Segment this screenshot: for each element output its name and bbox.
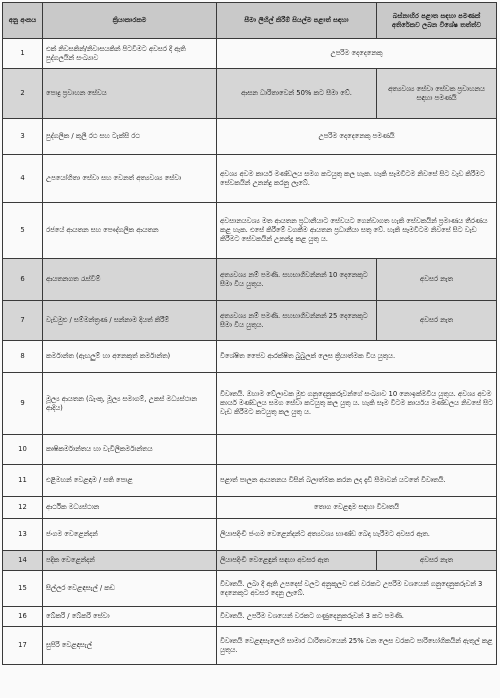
table-row: [3, 39, 497, 69]
row-limits: ලියාපදිංචි වෙළෙඳුන් සඳහා අවසර ඇත: [217, 551, 377, 571]
row-number: 16: [3, 607, 43, 627]
table-row: [3, 301, 497, 341]
row-number: 3: [3, 119, 43, 155]
row-number: 10: [3, 435, 43, 465]
row-number: 17: [3, 627, 43, 665]
row-limits: විවෘතයි. ලබා දී ඇති උපදෙස් වලට අනුකූලව එක් වරකට උපරිම වශයෙන් ගනුදෙනුකරුවන් 3 දෙනෙකුට අවසර දෙනු ලැබේ.: [217, 571, 497, 607]
row-number: 5: [3, 203, 43, 259]
row-limits: විවෘතයි වෙළඳසැලෙහි සාමාර ධාරිතාවයෙන් 25% වන ලෙස වරකට පාරිභෝගිකයින් ඇතුල් කළ යුතුය.: [217, 627, 497, 665]
row-number: 6: [3, 259, 43, 301]
table-row: [3, 69, 497, 119]
row-limits: විවෘතයි. උපරිම වශයෙන් වරකට ගණුදෙනුකරුවන් 3 කට පමණි.: [217, 607, 497, 627]
row-activity: කෘෂිකර්මාන්තය හා වැවිලිකර්මාන්තය: [43, 435, 217, 465]
row-number: 9: [3, 373, 43, 435]
row-activity: උපයෝගිතා සේවා සහ වෙනත් අත්‍යවශ්‍ය සේවා: [43, 155, 217, 203]
row-activity: ආර්ථික මධ්‍යස්ථාන: [43, 497, 217, 519]
row-limits: විවෘතයි. ඔහාම වේලාවක මුළු ගනුදෙනුකරුවන්ගේ සංඛ්‍යාව 10 නොඉක්මවිය යුතුය. අවශ්‍ය අවම කාර්ය මණ්ඩලය සමග සේවා කටයුතු කල යුතු ය. හැකි සෑම විටම කාර්යය මණ්ඩලය නිවසේ සිට වැඩ කිරීමට කටයුතු කල යුතු ය.: [217, 373, 497, 435]
row-activity: පොදු ප්‍රවාහන සේවය: [43, 69, 217, 119]
row-limits: උපරිම දෙදෙනෙකු: [217, 39, 497, 69]
row-activity: පදික වෙළෙන්දන්: [43, 551, 217, 571]
row-limits: උපරිම දෙදෙනෙකු පමණයි: [217, 119, 497, 155]
table-row: [3, 373, 497, 435]
row-activity: බේකරි / බේකරි සේවා: [43, 607, 217, 627]
header-number: අනු අංකය: [3, 3, 43, 39]
row-extra: අවසර නැත: [377, 301, 497, 341]
row-activity: මූල්‍ය ආයතන (බැංකු, මූල්‍ය සමාගම්, උකස් මධ්‍යස්ථාන ආදිය): [43, 373, 217, 435]
row-number: 14: [3, 551, 43, 571]
table-row: [3, 519, 497, 551]
row-limits: පළාත් පාලන ආයතනය විසින් බලාත්මක කරන ලද දැඩි සීමාවන් යටතේ විවෘතයි.: [217, 465, 497, 497]
row-activity: සුපිරි වෙළඳසැල්: [43, 627, 217, 665]
table-row: [3, 203, 497, 259]
table-row: [3, 607, 497, 627]
row-number: 12: [3, 497, 43, 519]
table-row: [3, 465, 497, 497]
row-limits: අත්‍යවශ්‍ය නම් පමණි. සහභාගීවන්නන් 25 දෙනෙකුට සීමා විය යුතුය.: [217, 301, 377, 341]
header-activity: ක්‍රියාකාරකම: [43, 3, 217, 39]
row-activity: ජංගම වෙළෙන්දන්: [43, 519, 217, 551]
row-activity: කර්මාන්ත (ඇඟලුම් හා අනෙකුත් කර්මාන්ත): [43, 341, 217, 373]
row-number: 7: [3, 301, 43, 341]
row-limits: විශේෂිත ජෛව ආරක්ෂිත බුබුලක් ලෙස ක්‍රියාත්මක විය යුතුය.: [217, 341, 497, 373]
table-header-row: [3, 3, 497, 39]
row-extra: අත්‍යවශ්‍ය සේවා සේවක ප්‍රවාහනය සඳහා පමණයි: [377, 69, 497, 119]
row-number: 1: [3, 39, 43, 69]
header-limits: සීමා ලිහිල් කිරීම් සියල්ම පළාත් සඳහා: [217, 3, 377, 39]
table-row: [3, 259, 497, 301]
row-activity: එළිමහන් වෙළඳාම / සති පොළ: [43, 465, 217, 497]
row-limits: ලියාපදිංචි ජංගම වෙළෙන්දන්ට අත්‍යවශ්‍ය භාණ්ඩ බෙදා හැරීමට අවසර ඇත.: [217, 519, 497, 551]
row-number: 8: [3, 341, 43, 373]
row-activity: රජයේ ආයතන සහ පෞද්ගලික ආයතන: [43, 203, 217, 259]
row-number: 4: [3, 155, 43, 203]
row-limits: අවසානයවශ්‍ය මත ආයතන ප්‍රධානීයාට සේවයට ගෙන්වාගත හැකි සේවකයින් ප්‍රමාණය තීරණය කළ හැක. එසේ කිරීමේ වගකීම ආයතන ප්‍රධානීයා සතු වේ. හැකි සෑමවිටම නිවසේ සිට වැඩ කිරීමට සේවකයින් උනන්දු කළ යුතු ය.: [217, 203, 497, 259]
header-western-province: බස්නාහිර පළාත සඳහා පමණක් අතිරේකව ලබන විශේෂ තත්ත්ව: [377, 3, 497, 39]
regulations-table: [2, 2, 497, 665]
row-limits: ආසන ධාරිතාවෙන් 50% කට සීමා වේ.: [217, 69, 377, 119]
table-row: [3, 119, 497, 155]
row-activity: එක් නිවසකින්/නිවාසයකින් පිටවීමට අවසර දී ඇති පුද්ගලයින් සංඛ්‍යාව: [43, 39, 217, 69]
row-number: 2: [3, 69, 43, 119]
row-extra: අවසර නැත: [377, 551, 497, 571]
row-activity: පුද්ගලික / කුලී රථ සහ ටැක්සි රථ: [43, 119, 217, 155]
table-row: [3, 341, 497, 373]
table-row: [3, 155, 497, 203]
row-limits: තොග වෙළඳාම සඳහා විවෘතයි: [217, 497, 497, 519]
row-limits: අත්‍යවශ්‍ය නම් පමණි. සහභාගීවන්නන් 10 දෙනෙකුට සීමා විය යුතුය.: [217, 259, 377, 301]
row-number: 15: [3, 571, 43, 607]
table-row: [3, 551, 497, 571]
row-activity: ආයතනගත රැස්වීම්: [43, 259, 217, 301]
table-row: [3, 627, 497, 665]
row-activity: සිල්ලර වෙළඳසැල් / කඩ: [43, 571, 217, 607]
table-row: [3, 435, 497, 465]
row-limits: [217, 435, 497, 465]
row-number: 11: [3, 465, 43, 497]
table-row: [3, 571, 497, 607]
row-extra: අවසර නැත: [377, 259, 497, 301]
row-activity: වැඩමුළු / සම්මන්ත්‍රණ / සන්නාම දියත් කිරීම්: [43, 301, 217, 341]
row-limits: අවශ්‍ය අවම කාර්ය මණ්ඩලය සමග කටයුතු කල හැක. හැකි සෑමවිටම නිවසේ සිට වැඩ කිරීමට සේවකයින් උනන්දු කරනු ලැබේ.: [217, 155, 497, 203]
row-number: 13: [3, 519, 43, 551]
table-row: [3, 497, 497, 519]
